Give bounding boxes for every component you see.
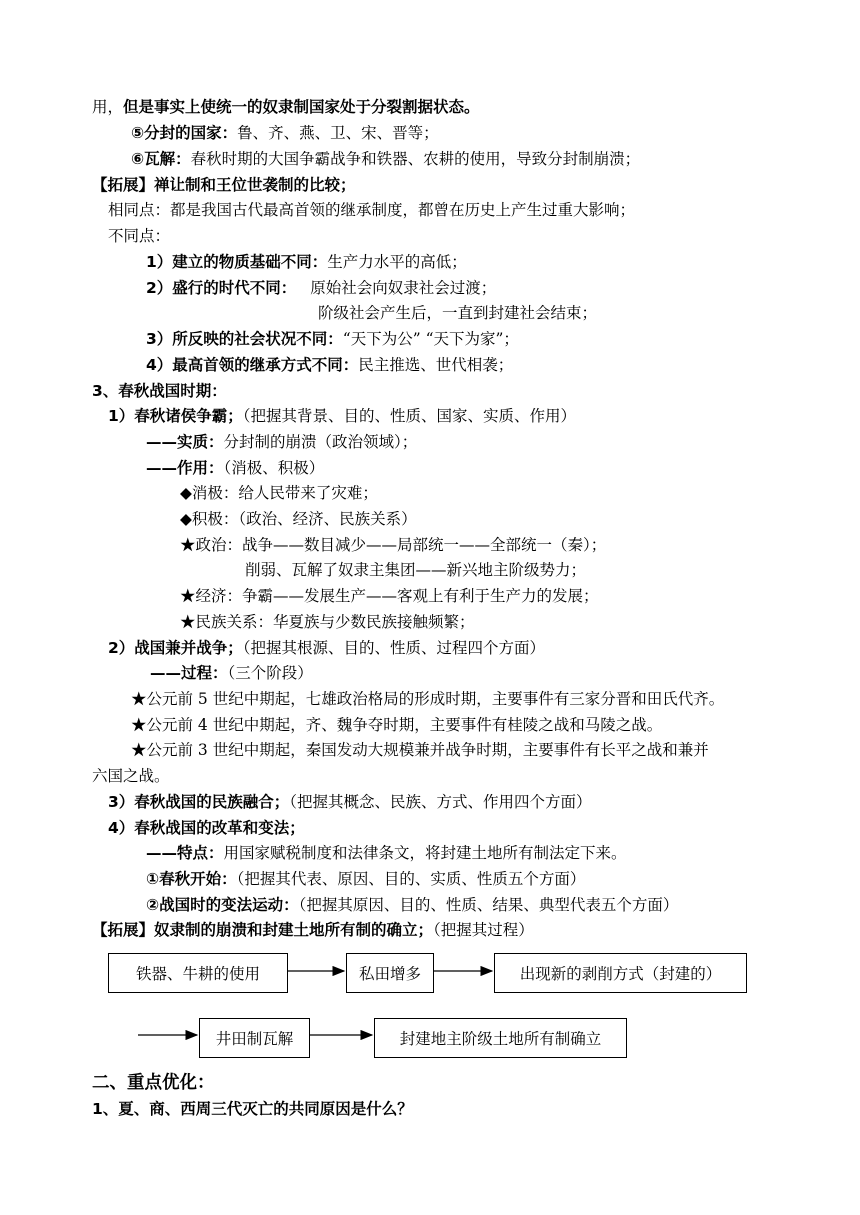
line-25: ★公元前 4 世纪中期起，齐、魏争夺时期，主要事件有桂陵之战和马陵之战。 — [131, 716, 663, 734]
line-3: ⑥瓦解：春秋时期的大国争霸战争和铁器、农耕的使用，导致分封制崩溃； — [131, 150, 641, 168]
line-26: ★公元前 3 世纪中期起，秦国发动大规模兼并战争时期，主要事件有长平之战和兼并 — [131, 741, 709, 759]
line-2: ⑤分封的国家：鲁、齐、燕、卫、宋、晋等； — [131, 124, 439, 142]
line-1: 用，但是事实上使统一的奴隶制国家处于分裂割据状态。 — [92, 98, 480, 116]
line-17: ◆积极：（政治、经济、民族关系） — [180, 510, 417, 528]
line-29: 4）春秋战国的改革和变法； — [108, 819, 305, 837]
line-9: 阶级社会产生后，一直到封建社会结束； — [318, 304, 598, 322]
flow-box-new-exploitation: 出现新的剥削方式（封建的） — [494, 953, 747, 993]
line-23: ——过程：（三个阶段） — [150, 664, 313, 682]
line-16: ◆消极：给人民带来了灾难； — [180, 484, 378, 502]
line-19: 削弱、瓦解了奴隶主集团——新兴地主阶级势力； — [245, 561, 587, 579]
line-8: 2）盛行的时代不同： 原始社会向奴隶社会过渡； — [146, 279, 497, 297]
flow-box-iron-ox: 铁器、牛耕的使用 — [108, 953, 288, 993]
line-28: 3）春秋战国的民族融合；（把握其概念、民族、方式、作用四个方面） — [108, 793, 592, 811]
line-4: 【拓展】禅让制和王位世袭制的比较； — [92, 176, 356, 194]
question-1: 1、夏、商、西周三代灭亡的共同原因是什么？ — [92, 1100, 413, 1118]
line-13: 1）春秋诸侯争霸；（把握其背景、目的、性质、国家、实质、作用） — [108, 407, 577, 425]
line-10: 3）所反映的社会状况不同：“天下为公” “天下为家”； — [146, 330, 519, 348]
line-12: 3、春秋战国时期： — [92, 382, 227, 400]
line-30: ——特点：用国家赋税制度和法律条文，将封建土地所有制法定下来。 — [146, 844, 627, 862]
flow-box-private-fields: 私田增多 — [346, 953, 434, 993]
line-18: ★政治：战争——数目减少——局部统一——全部统一（秦）； — [180, 536, 607, 554]
line-24: ★公元前 5 世纪中期起，七雄政治格局的形成时期，主要事件有三家分晋和田氏代齐。 — [131, 690, 725, 708]
line-6: 不同点： — [108, 227, 171, 245]
flow-box-jingtian-collapse: 井田制瓦解 — [199, 1018, 310, 1058]
line-5: 相同点：都是我国古代最高首领的继承制度，都曾在历史上产生过重大影响； — [108, 201, 636, 219]
line-32: ②战国时的变法运动：（把握其原因、目的、性质、结果、典型代表五个方面） — [146, 896, 679, 914]
line-33: 【拓展】奴隶制的崩溃和封建土地所有制的确立；（把握其过程） — [92, 921, 534, 939]
section-heading: 二、重点优化： — [92, 1073, 215, 1093]
line-20: ★经济：争霸——发展生产——客观上有利于生产力的发展； — [180, 587, 599, 605]
line-27: 六国之战。 — [92, 767, 170, 785]
flow-box-landlord-ownership: 封建地主阶级土地所有制确立 — [374, 1018, 627, 1058]
line-21: ★民族关系：华夏族与少数民族接触频繁； — [180, 613, 475, 631]
line-15: ——作用：（消极、积极） — [146, 459, 325, 477]
line-7: 1）建立的物质基础不同：生产力水平的高低； — [146, 253, 467, 271]
line-14: ——实质：分封制的崩溃（政治领域）； — [146, 433, 418, 451]
line-22: 2）战国兼并战争；（把握其根源、目的、性质、过程四个方面） — [108, 639, 546, 657]
line-11: 4）最高首领的继承方式不同：民主推选、世代相袭； — [146, 356, 514, 374]
line-31: ①春秋开始：（把握其代表、原因、目的、实质、性质五个方面） — [146, 870, 586, 888]
